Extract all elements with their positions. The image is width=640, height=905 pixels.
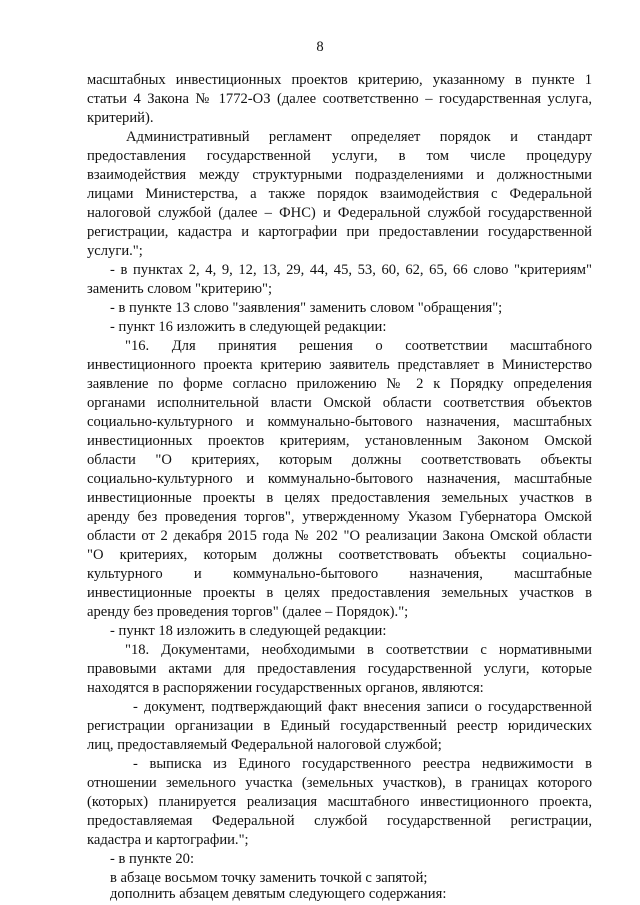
text-line: Административный регламент определяет порядок и стандарт bbox=[126, 129, 592, 145]
text-line: инвестиционных проектов критериям, установленным Законом Омской bbox=[87, 433, 592, 449]
text-line: инвестиционного проекта критерию заявитель представляет в Министерство bbox=[87, 357, 592, 373]
page-number: 8 bbox=[316, 39, 324, 55]
text-line: в абзаце восьмом точку заменить точкой с запятой; bbox=[110, 870, 428, 886]
text-line: (которых) планируется реализация масштабного инвестиционного проекта, bbox=[87, 794, 592, 810]
text-line: заявление по форме согласно приложению № 2 к Порядку определения bbox=[87, 376, 592, 392]
text-line: области "О критериях, которым должны соответствовать объекты bbox=[87, 452, 592, 468]
text-line: инвестиционные проекты в целях предоставления земельных участков в bbox=[87, 490, 592, 506]
text-line: лиц, предоставляемый Федеральной налоговой службой; bbox=[87, 737, 442, 753]
text-line: регистрации организации в Единый государственный реестр юридических bbox=[87, 718, 592, 734]
text-line: масштабных инвестиционных проектов критерию, указанному в пункте 1 bbox=[87, 72, 592, 88]
text-line: взаимодействия между структурными подразделениями и должностными bbox=[87, 167, 592, 183]
text-line: отношении земельного участка (земельных участков), в границах которого bbox=[87, 775, 592, 791]
text-line: регистрации, кадастра и картографии при предоставлении государственной bbox=[87, 224, 592, 240]
text-line: статьи 4 Закона № 1772-ОЗ (далее соответственно – государственная услуга, bbox=[87, 91, 592, 107]
text-line: инвестиционные проекты в целях предоставления земельных участков в bbox=[87, 585, 592, 601]
text-line: лицами Министерства, а также порядок взаимодействия с Федеральной bbox=[87, 186, 592, 202]
text-line: органами исполнительной власти Омской области соответствия объектов bbox=[87, 395, 592, 411]
text-line: находятся в распоряжении государственных органов, являются: bbox=[87, 680, 484, 696]
text-line: "16. Для принятия решения о соответствии масштабного bbox=[125, 338, 592, 354]
text-line: культурного и коммунально-бытового назначения, масштабные bbox=[87, 566, 592, 582]
text-line: - пункт 16 изложить в следующей редакции: bbox=[110, 319, 387, 335]
text-line: области от 2 декабря 2015 года № 202 "О реализации Закона Омской области bbox=[87, 528, 592, 544]
text-line: "О критериях, которым должны соответствовать объекты социально- bbox=[87, 547, 592, 563]
text-line: - в пунктах 2, 4, 9, 12, 13, 29, 44, 45, 53, 60, 62, 65, 66 слово "критериям" bbox=[110, 262, 592, 278]
text-line: услуги."; bbox=[87, 243, 143, 259]
text-line: социально-культурного и коммунально-бытового назначения, масштабные bbox=[87, 471, 592, 487]
text-line: - в пункте 13 слово "заявления" заменить словом "обращения"; bbox=[110, 300, 503, 316]
text-line: предоставления государственной услуги, в том числе процедуру bbox=[87, 148, 592, 164]
text-line: дополнить абзацем девятым следующего содержания: bbox=[110, 886, 447, 902]
text-line: - выписка из Единого государственного реестра недвижимости в bbox=[133, 756, 592, 772]
text-line: - документ, подтверждающий факт внесения записи о государственной bbox=[133, 699, 592, 715]
text-line: - в пункте 20: bbox=[110, 851, 195, 867]
text-line: заменить словом "критерию"; bbox=[87, 281, 273, 297]
text-line: кадастра и картографии."; bbox=[87, 832, 249, 848]
text-line: аренду без проведения торгов" (далее – Порядок)."; bbox=[87, 604, 409, 620]
text-line: социально-культурного и коммунально-бытового назначения, масштабных bbox=[87, 414, 592, 430]
text-line: правовыми актами для предоставления государственной услуги, которые bbox=[87, 661, 592, 677]
text-line: "18. Документами, необходимыми в соответствии с нормативными bbox=[125, 642, 592, 658]
text-line: критерий). bbox=[87, 110, 154, 126]
text-line: предоставляемая Федеральной службой государственной регистрации, bbox=[87, 813, 592, 829]
text-line: налоговой службой (далее – ФНС) и Федеральной службой государственной bbox=[87, 205, 592, 221]
text-line: - пункт 18 изложить в следующей редакции: bbox=[110, 623, 387, 639]
text-line: аренду без проведения торгов", утвержденному Указом Губернатора Омской bbox=[87, 509, 592, 525]
